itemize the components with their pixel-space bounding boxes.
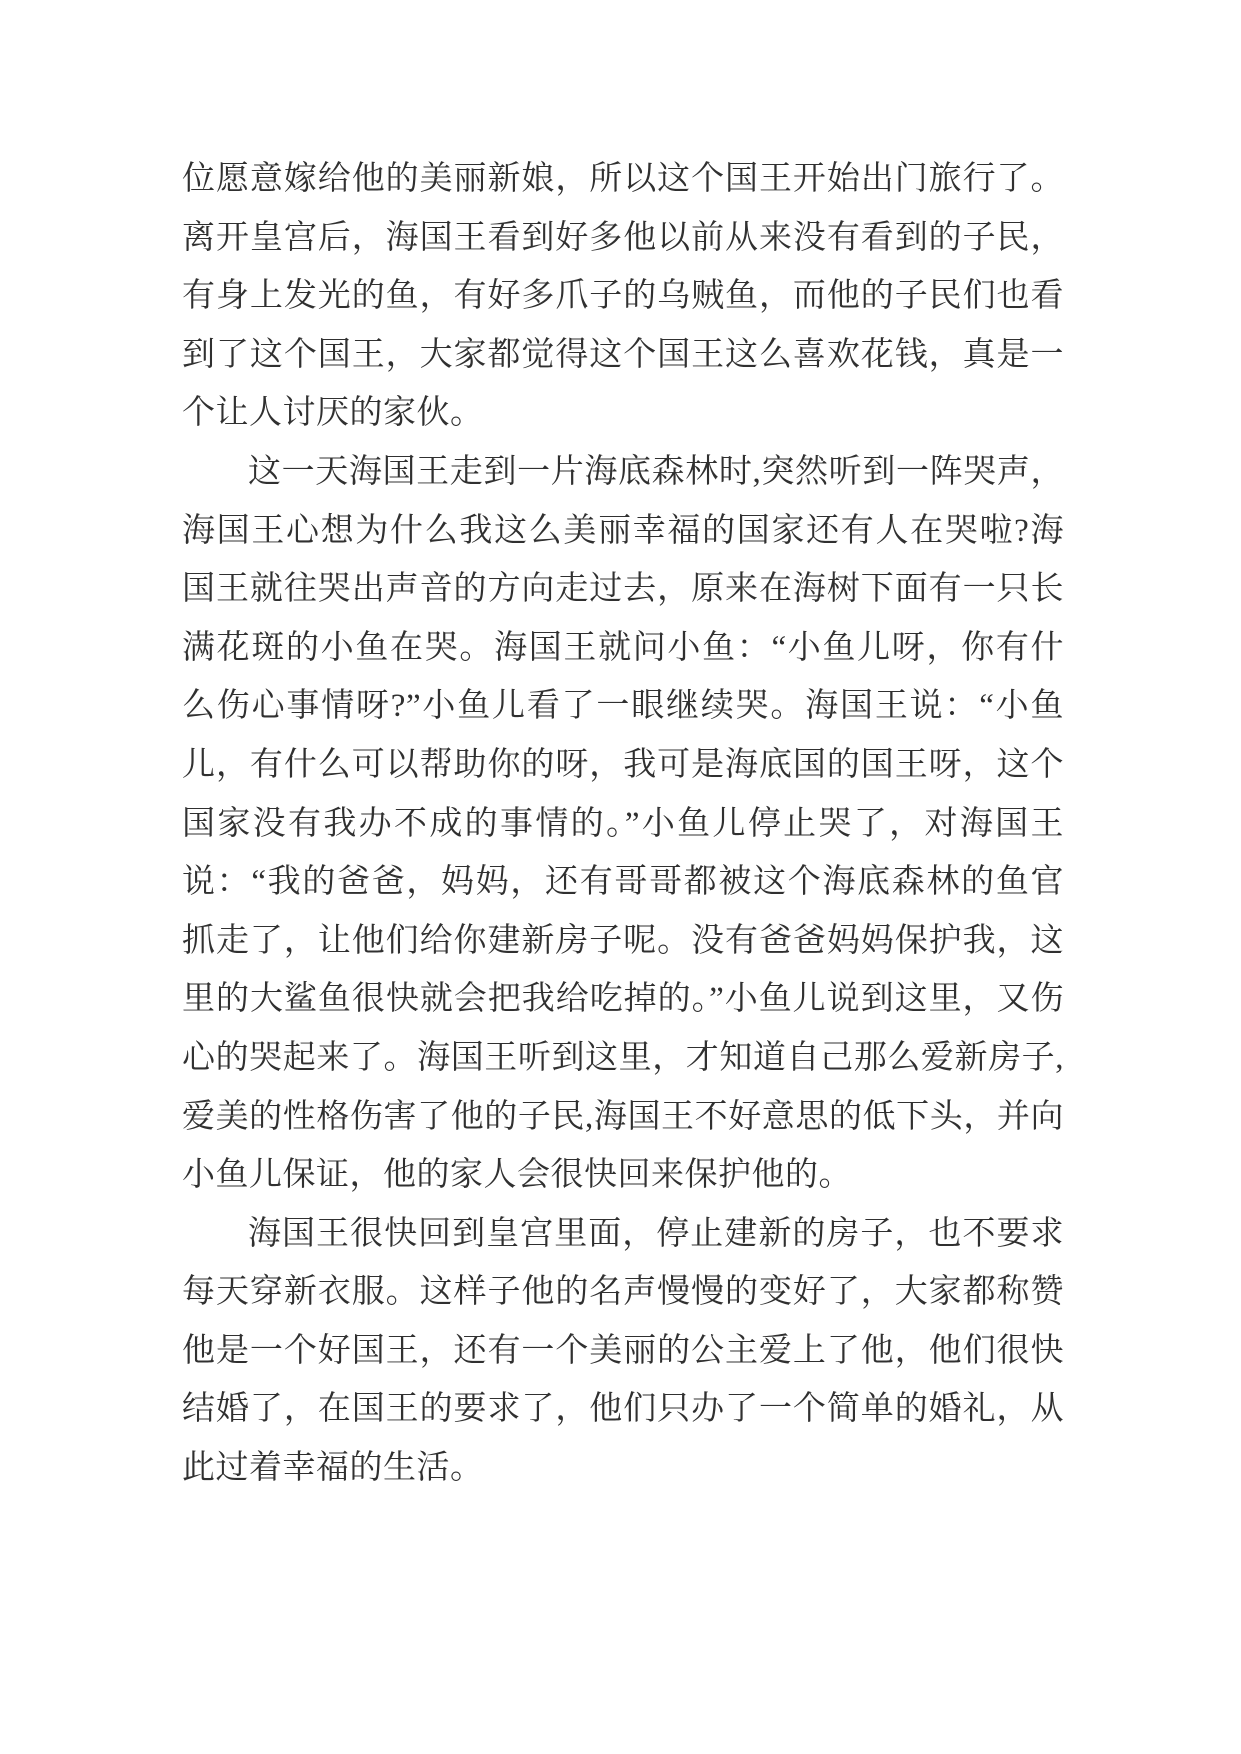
- paragraph: 这一天海国王走到一片海底森林时,突然听到一阵哭声，海国王心想为什么我这么美丽幸福的国家还有人在哭啦?海国王就往哭出声音的方向走过去，原来在海树下面有一只长满花斑的小鱼在哭。海国王就问小鱼：“小鱼儿呀，你有什么伤心事情呀?”小鱼儿看了一眼继续哭。海国王说：“小鱼儿，有什么可以帮助你的呀，我可是海底国的国王呀，这个国家没有我办不成的事情的。”小鱼儿停止哭了，对海国王说：“我的爸爸，妈妈，还有哥哥都被这个海底森林的鱼官抓走了，让他们给你建新房子呢。没有爸爸妈妈保护我，这里的大鲨鱼很快就会把我给吃掉的。”小鱼儿说到这里，又伤心的哭起来了。海国王听到这里，才知道自己那么爱新房子,爱美的性格伤害了他的子民,海国王不好意思的低下头，并向小鱼儿保证，他的家人会很快回来保护他的。: [182, 453, 1064, 1194]
- story-text-block: [182, 150, 1064, 1498]
- paragraph: 位愿意嫁给他的美丽新娘，所以这个国王开始出门旅行了。离开皇宫后，海国王看到好多他以前从来没有看到的子民，有身上发光的鱼，有好多爪子的乌贼鱼，而他的子民们也看到了这个国王，大家都觉得这个国王这么喜欢花钱，真是一个让人讨厌的家伙。: [182, 161, 1064, 432]
- paragraph: 海国王很快回到皇宫里面，停止建新的房子，也不要求每天穿新衣服。这样子他的名声慢慢的变好了，大家都称赞他是一个好国王，还有一个美丽的公主爱上了他，他们很快结婚了，在国王的要求了，他们只办了一个简单的婚礼，从此过着幸福的生活。: [182, 1215, 1064, 1487]
